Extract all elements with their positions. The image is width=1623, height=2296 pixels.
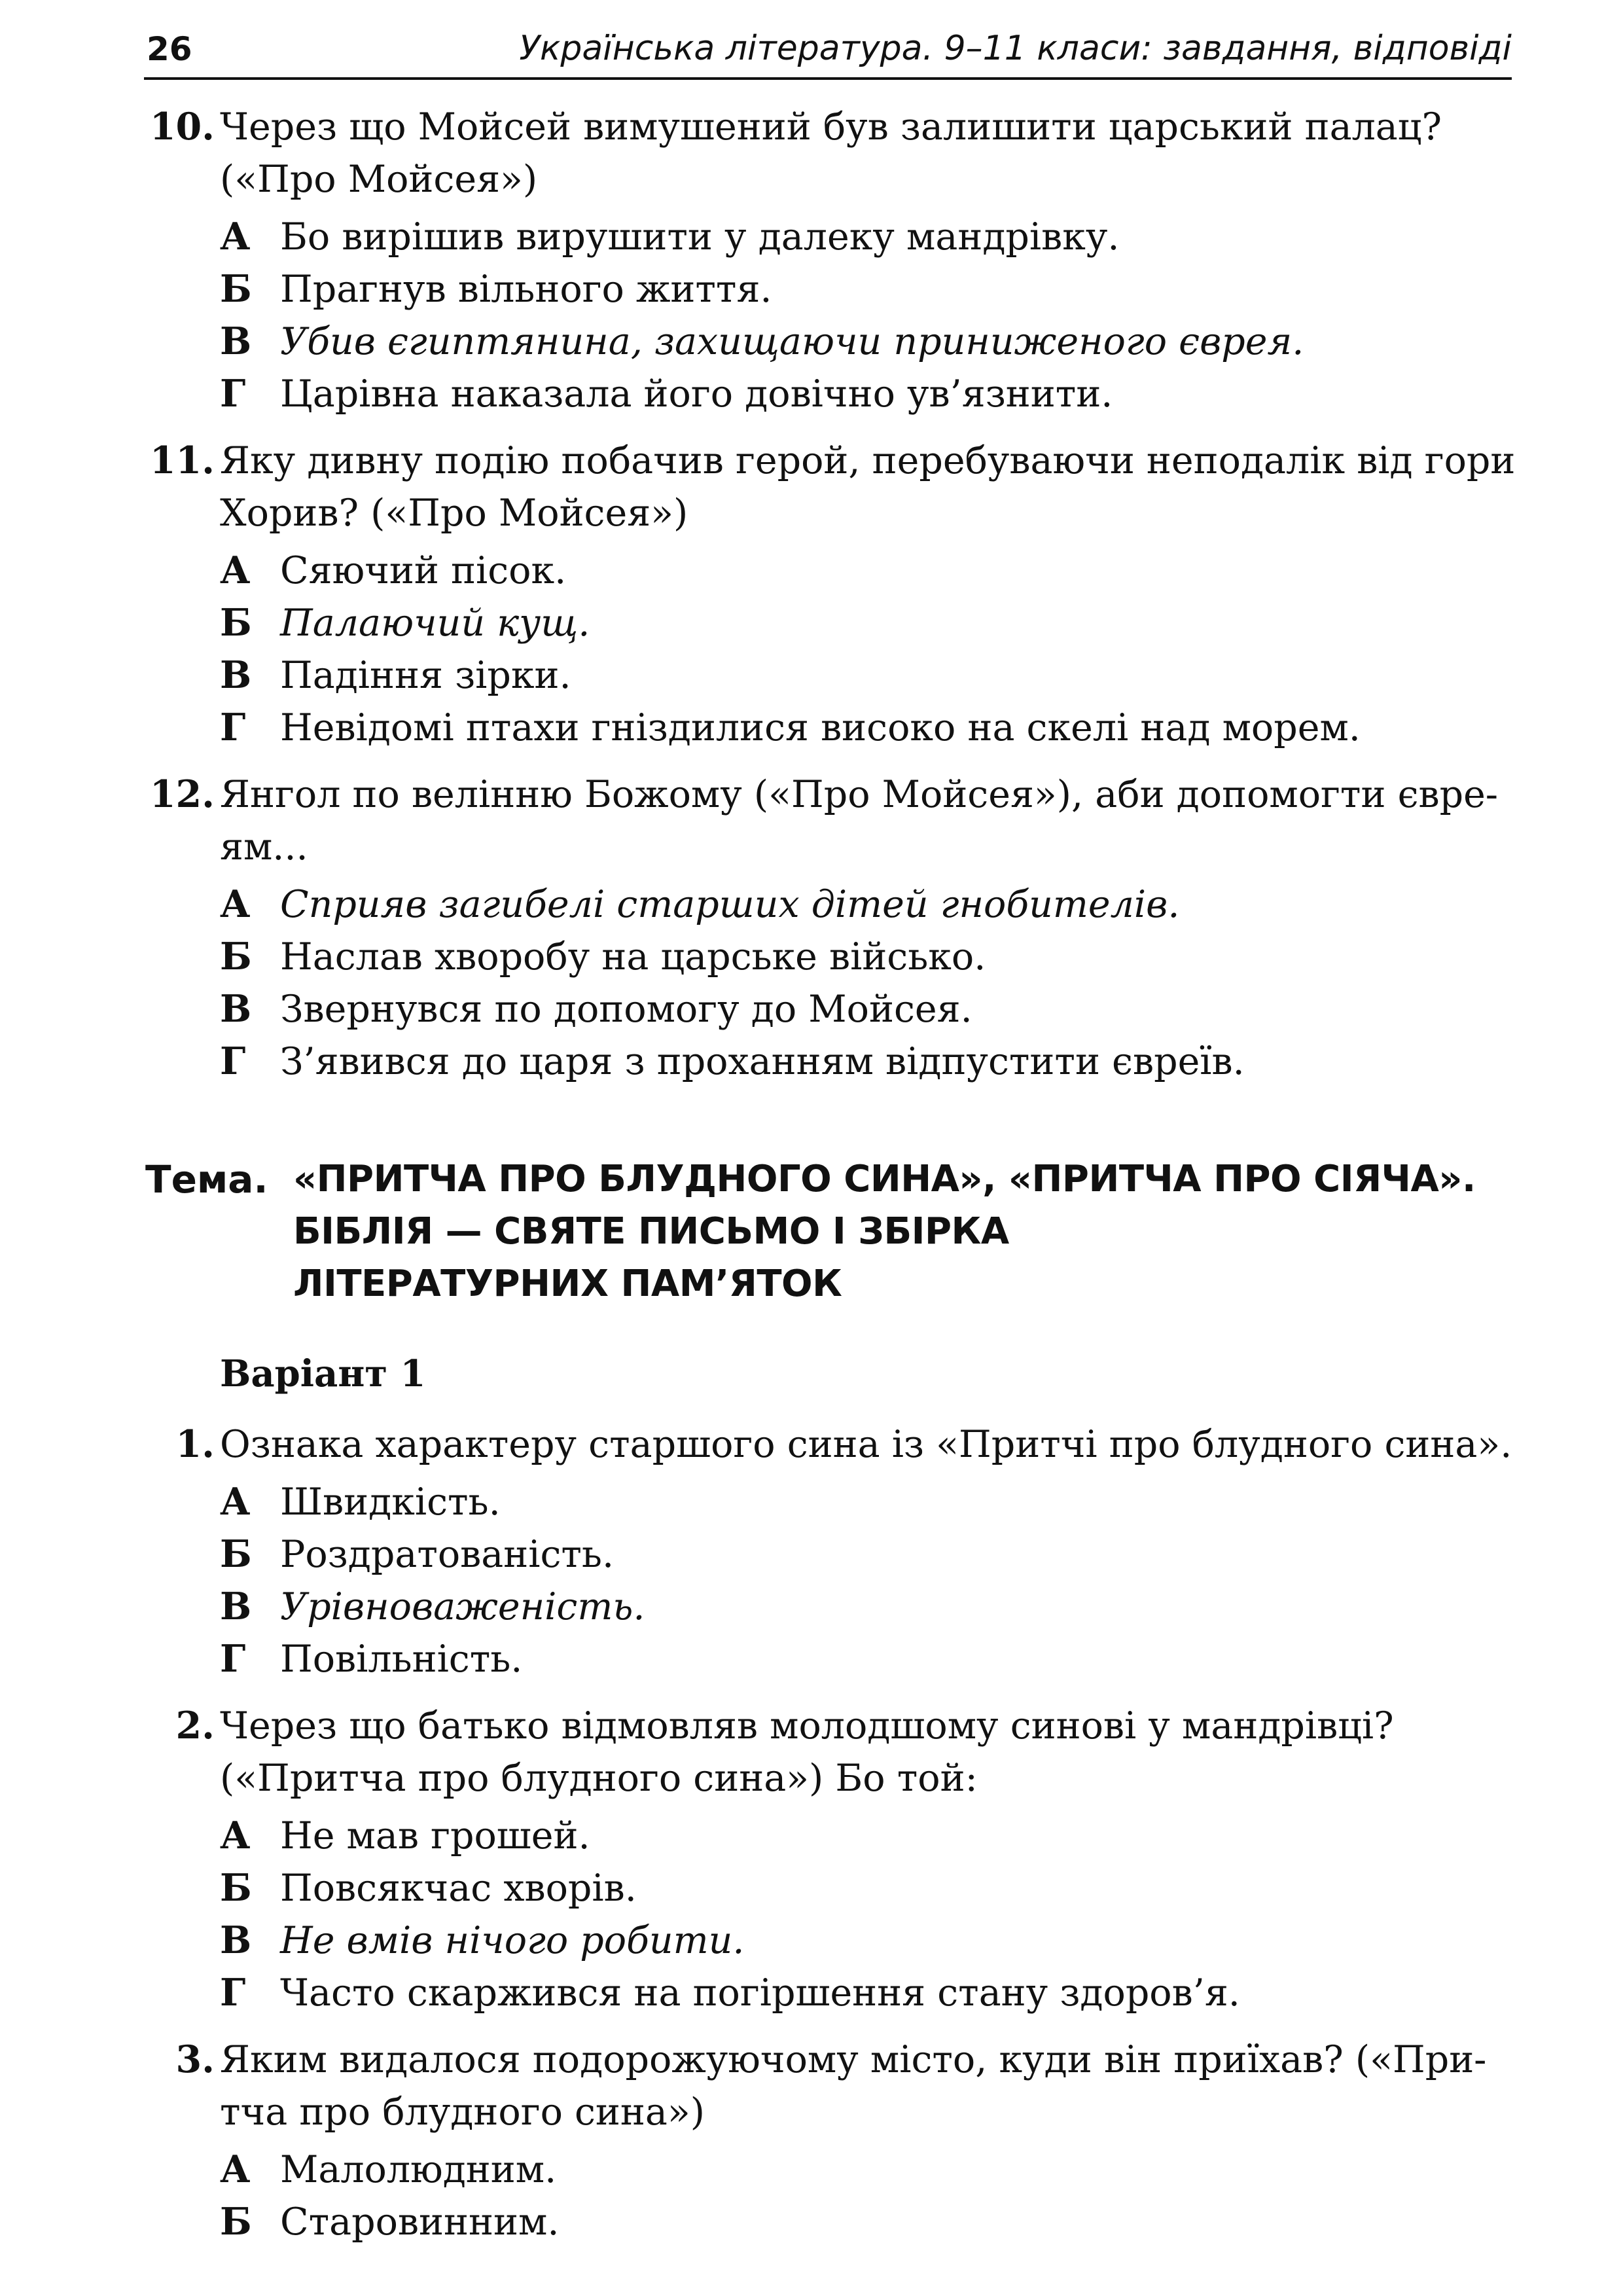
question-text-line: Яким видалося подорожуючому місто, куди він приїхав? («При-	[220, 2038, 1487, 2081]
option-text: Часто скаржився на погіршення стану здоров’я.	[280, 1971, 1240, 2015]
question-text-line: ям...	[220, 825, 308, 869]
question-number: 11.	[149, 439, 215, 482]
question-text-line: Через що Мойсей вимушений був залишити царський палац?	[220, 105, 1442, 149]
option-text: Малолюдним.	[280, 2148, 557, 2191]
option-text: Урівноваженість.	[280, 1585, 645, 1628]
question-number: 3.	[175, 2037, 215, 2081]
question-number: 1.	[175, 1422, 215, 1466]
question-text-line: Через що батько відмовляв молодшому синові у мандрівці?	[220, 1704, 1394, 1748]
option-text: Повільність.	[280, 1638, 523, 1681]
option-text: Сяючий пісок.	[280, 549, 567, 592]
option-text: Бо вирішив вирушити у далеку мандрівку.	[280, 215, 1120, 259]
option-letter: В	[220, 1918, 252, 1962]
page-header	[144, 25, 1512, 80]
running-title: Українська література. 9–11 класи: завдання, відповіді	[519, 29, 1512, 68]
option-letter: А	[220, 215, 251, 259]
option-text: Убив єгиптянина, захищаючи приниженого єврея.	[280, 320, 1304, 363]
option-letter: В	[220, 653, 252, 697]
option-text: Не вмів нічого робити.	[280, 1919, 745, 1962]
option-text: З’явився до царя з проханням відпустити євреїв.	[280, 1040, 1245, 1083]
option-text: Роздратованість.	[280, 1533, 615, 1576]
question-number: 10.	[149, 105, 215, 149]
topic-label: Тема.	[145, 1157, 268, 1202]
question-text-line: («Притча про блудного сина») Бо той:	[220, 1757, 978, 1800]
option-letter: Б	[220, 2200, 252, 2244]
option-text: Палаючий кущ.	[280, 601, 590, 645]
option-text: Царівна наказала його довічно ув’язнити.	[280, 372, 1113, 416]
question-text-line: Яку дивну подію побачив герой, перебуваючи неподалік від гори	[220, 439, 1516, 482]
variant-title: Варіант 1	[220, 1352, 426, 1395]
option-letter: Г	[220, 372, 246, 416]
page-number: 26	[147, 30, 192, 68]
option-letter: А	[220, 1814, 251, 1857]
topic-title-line: ЛІТЕРАТУРНИХ ПАМ’ЯТОК	[293, 1263, 842, 1305]
question-number: 2.	[175, 1704, 215, 1748]
question-text-line: Ознака характеру старшого сина із «Притчі про блудного сина».	[220, 1423, 1512, 1466]
option-letter: А	[220, 882, 251, 926]
option-letter: А	[220, 1480, 251, 1524]
option-letter: В	[220, 987, 252, 1031]
question-text-line: Янгол по велінню Божому («Про Мойсея»), аби допомогти євре-	[220, 773, 1499, 816]
option-text: Старовинним.	[280, 2200, 560, 2244]
question-text-line: тча про блудного сина»)	[220, 2090, 705, 2134]
option-text: Не мав грошей.	[280, 1814, 590, 1857]
option-text: Прагнув вільного життя.	[280, 268, 772, 311]
option-letter: Г	[220, 1039, 246, 1083]
option-text: Невідомі птахи гніздилися високо на скелі над морем.	[280, 706, 1361, 749]
option-letter: Г	[220, 1971, 246, 2015]
option-text: Швидкість.	[280, 1480, 501, 1524]
option-letter: Б	[220, 1866, 252, 1910]
option-letter: Г	[220, 1637, 246, 1681]
option-letter: Б	[220, 1532, 252, 1576]
option-text: Сприяв загибелі старших дітей гнобителів.	[280, 883, 1180, 926]
option-text: Падіння зірки.	[280, 654, 571, 697]
option-letter: Б	[220, 935, 252, 978]
option-letter: Б	[220, 601, 252, 645]
topic-title-line: БІБЛІЯ — СВЯТЕ ПИСЬМО І ЗБІРКА	[293, 1210, 1009, 1253]
topic-title-line: «ПРИТЧА ПРО БЛУДНОГО СИНА», «ПРИТЧА ПРО СІЯЧА».	[293, 1158, 1476, 1200]
option-letter: А	[220, 548, 251, 592]
option-letter: В	[220, 319, 252, 363]
option-letter: В	[220, 1585, 252, 1628]
option-text: Наслав хворобу на царське військо.	[280, 935, 986, 978]
question-number: 12.	[149, 772, 215, 816]
option-text: Повсякчас хворів.	[280, 1867, 637, 1910]
option-letter: Г	[220, 706, 246, 749]
option-letter: Б	[220, 267, 252, 311]
question-text-line: Хорив? («Про Мойсея»)	[220, 492, 688, 535]
option-letter: А	[220, 2147, 251, 2191]
question-text-line: («Про Мойсея»)	[220, 158, 538, 201]
option-text: Звернувся по допомогу до Мойсея.	[280, 988, 972, 1031]
